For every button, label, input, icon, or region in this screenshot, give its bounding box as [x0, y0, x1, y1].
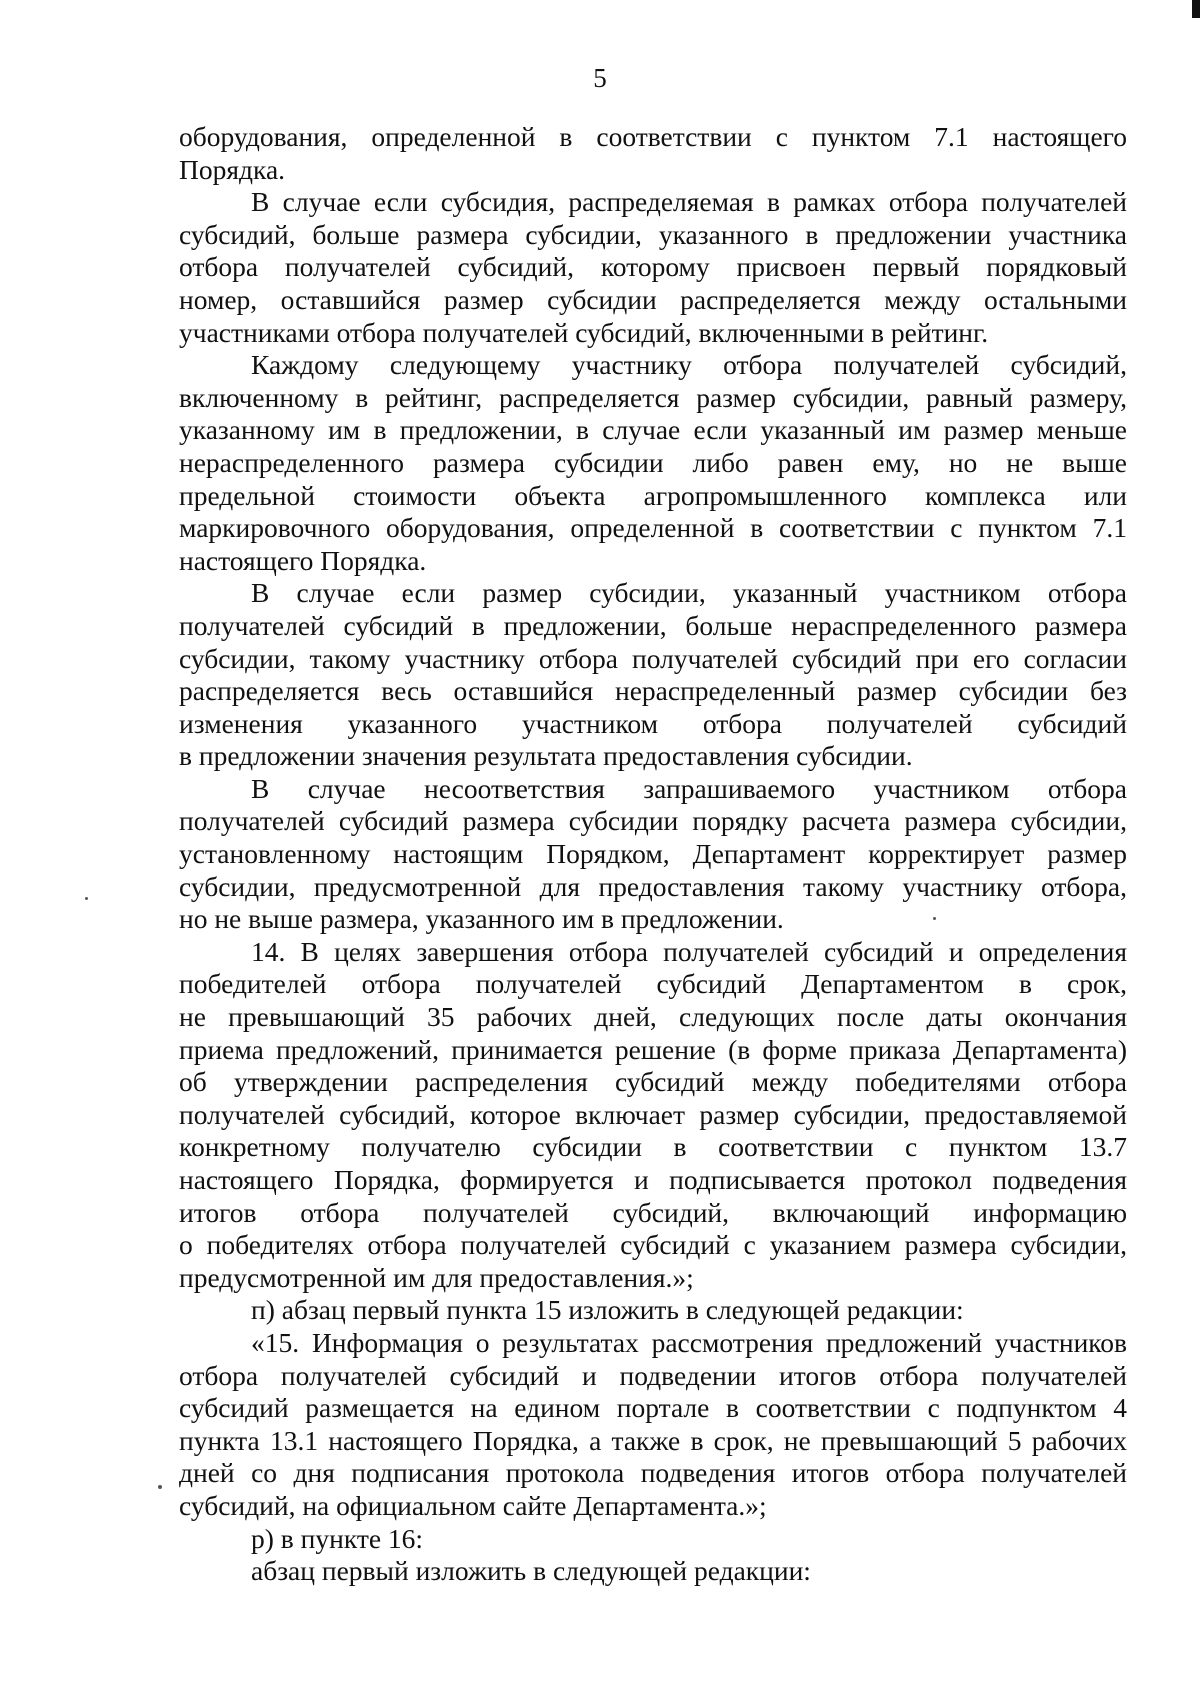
text-line: абзац первый изложить в следующей редакции:	[251, 1555, 811, 1587]
text-line: распределяется весь оставшийся нераспределенный размер субсидии без	[179, 675, 1127, 707]
text-line: участниками отбора получателей субсидий, включенными в рейтинг.	[179, 316, 989, 348]
paragraph	[179, 1555, 1127, 1588]
text-line: п) абзац первый пункта 15 изложить в следующей редакции:	[251, 1294, 964, 1326]
text-line: субсидии, такому участнику отбора получателей субсидий при его согласии	[179, 642, 1127, 674]
text-line: 14. В целях завершения отбора получателей субсидий и определения	[251, 935, 1127, 967]
paragraph	[179, 577, 1127, 773]
text-line: в предложении значения результата предоставления субсидии.	[179, 740, 913, 772]
text-line: получателей субсидий размера субсидии порядку расчета размера субсидии,	[179, 805, 1127, 837]
text-line: установленному настоящим Порядком, Департамент корректирует размер	[179, 838, 1127, 870]
scan-edge-mark	[1192, 0, 1200, 18]
text-line: отбора получателей субсидий и подведении итогов отбора получателей	[179, 1359, 1127, 1391]
text-line: отбора получателей субсидий, которому присвоен первый порядковый	[179, 251, 1127, 283]
paragraph	[179, 1523, 1127, 1556]
text-line: указанному им в предложении, в случае если указанный им размер меньше	[179, 414, 1127, 446]
paragraph	[179, 1327, 1127, 1523]
text-line: конкретному получателю субсидии в соответствии с пунктом 13.7	[179, 1131, 1127, 1163]
text-line: дней со дня подписания протокола подведения итогов отбора получателей	[179, 1457, 1127, 1489]
text-line: пункта 13.1 настоящего Порядка, а также в срок, не превышающий 5 рабочих	[179, 1424, 1127, 1456]
text-line: «15. Информация о результатах рассмотрения предложений участников	[251, 1326, 1127, 1358]
paragraph	[179, 1294, 1127, 1327]
text-line: маркировочного оборудования, определенной в соответствии с пунктом 7.1	[179, 512, 1127, 544]
text-line: оборудования, определенной в соответствии с пунктом 7.1 настоящего	[179, 121, 1127, 152]
paragraph	[179, 936, 1127, 1295]
text-line: настоящего Порядка, формируется и подписывается протокол подведения	[179, 1164, 1127, 1195]
text-line: субсидий, больше размера субсидии, указанного в предложении участника	[179, 218, 1127, 250]
scan-speck	[933, 917, 936, 920]
document-body	[179, 121, 1127, 1588]
scan-speck	[85, 897, 88, 900]
text-line: но не выше размера, указанного им в предложении.	[179, 903, 784, 935]
text-line: получателей субсидий, которое включает размер субсидии, предоставляемой	[179, 1098, 1127, 1130]
paragraph	[179, 349, 1127, 577]
scan-speck	[158, 1485, 162, 1489]
text-line: В случае если размер субсидии, указанный участником отбора	[251, 577, 1127, 609]
text-line: В случае если субсидия, распределяемая в рамках отбора получателей	[251, 186, 1127, 218]
text-line: нераспределенного размера субсидии либо равен ему, но не выше	[179, 446, 1127, 478]
paragraph	[179, 773, 1127, 936]
text-line: об утверждении распределения субсидий между победителями отбора	[179, 1066, 1127, 1098]
text-line: Порядка.	[179, 153, 286, 185]
text-line: итогов отбора получателей субсидий, включающий информацию	[179, 1196, 1127, 1228]
text-line: приема предложений, принимается решение (в форме приказа Департамента)	[179, 1033, 1127, 1065]
page-number: 5	[593, 63, 607, 93]
text-line: получателей субсидий в предложении, больше нераспределенного размера	[179, 609, 1127, 641]
text-line: предельной стоимости объекта агропромышленного комплекса или	[179, 479, 1127, 511]
text-line: настоящего Порядка.	[179, 544, 427, 576]
paragraph	[179, 121, 1127, 186]
text-line: субсидий размещается на едином портале в соответствии с подпунктом 4	[179, 1392, 1127, 1424]
text-line: В случае несоответствия запрашиваемого участником отбора	[251, 772, 1127, 804]
text-line: включенному в рейтинг, распределяется размер субсидии, равный размеру,	[179, 381, 1127, 413]
text-line: не превышающий 35 рабочих дней, следующих после даты окончания	[179, 1001, 1127, 1033]
text-line: номер, оставшийся размер субсидии распределяется между остальными	[179, 283, 1127, 315]
text-line: Каждому следующему участнику отбора получателей субсидий,	[251, 349, 1127, 381]
text-line: субсидий, на официальном сайте Департамента.»;	[179, 1489, 767, 1521]
paragraph	[179, 186, 1127, 349]
text-line: изменения указанного участником отбора получателей субсидий	[179, 707, 1127, 739]
text-line: р) в пункте 16:	[251, 1522, 424, 1554]
text-line: победителей отбора получателей субсидий Департаментом в срок,	[179, 968, 1127, 1000]
text-line: субсидии, предусмотренной для предоставления такому участнику отбора,	[179, 870, 1127, 902]
text-line: о победителях отбора получателей субсидий с указанием размера субсидии,	[179, 1229, 1127, 1261]
text-line: предусмотренной им для предоставления.»;	[179, 1261, 694, 1293]
